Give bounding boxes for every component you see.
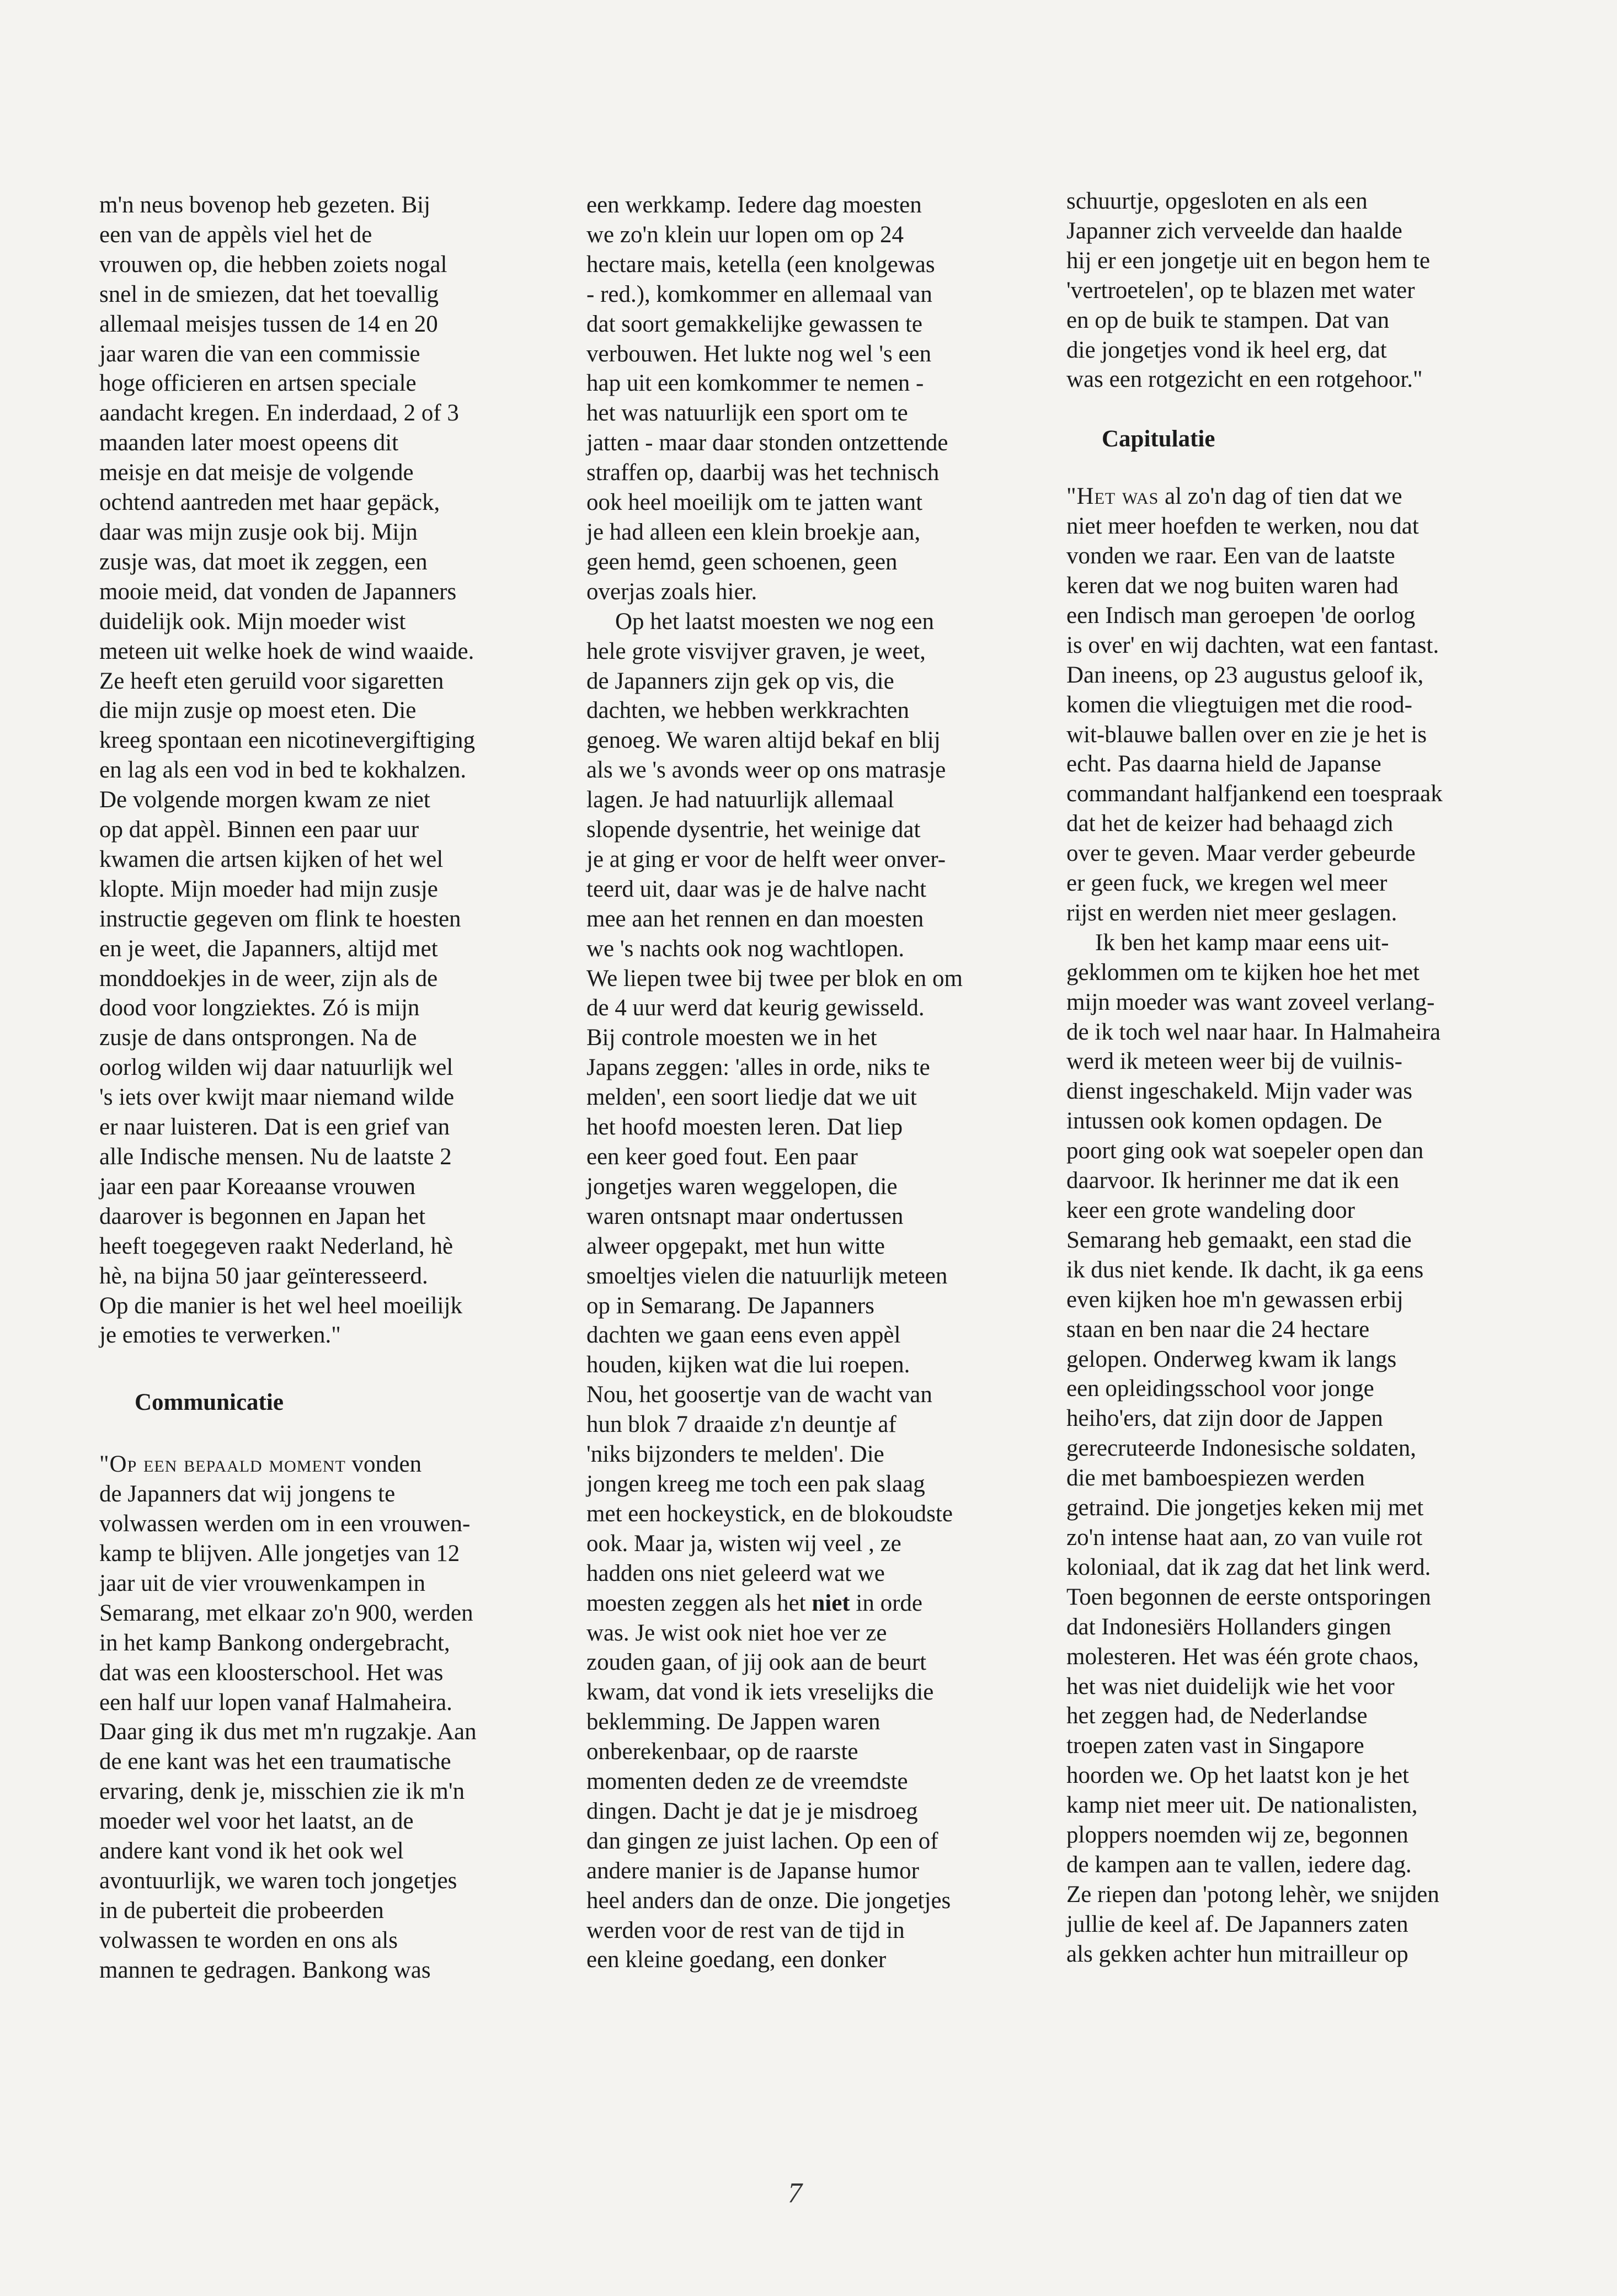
text-line: 'vertroetelen', op te blazen met water bbox=[1066, 277, 1415, 303]
text-line: Daar ging ik dus met m'n rugzakje. Aan bbox=[99, 1719, 477, 1745]
text-line: moeder wel voor het laatst, an de bbox=[99, 1808, 414, 1835]
text-line: straffen op, daarbij was het technisch bbox=[586, 460, 940, 486]
text-column-3 bbox=[1066, 187, 1475, 1969]
text-line: het was natuurlijk een sport om te bbox=[586, 400, 908, 427]
text-line: staan en ben naar die 24 hectare bbox=[1066, 1316, 1370, 1343]
text-line: en lag als een vod in bed te kokhalzen. bbox=[99, 757, 467, 784]
text-line: een werkkamp. Iedere dag moesten bbox=[586, 192, 922, 218]
text-line: de Japanners zijn gek op vis, die bbox=[586, 668, 894, 694]
text-line: de ik toch wel naar haar. In Halmaheira bbox=[1066, 1019, 1441, 1045]
text-line: een opleidingsschool voor jonge bbox=[1066, 1376, 1374, 1402]
text-line: de Japanners dat wij jongens te bbox=[99, 1481, 396, 1507]
text-line: commandant halfjankend een toespraak bbox=[1066, 781, 1443, 807]
text-line: hap uit een komkommer te nemen - bbox=[586, 370, 924, 397]
text-line: was een rotgezicht en een rotgehoor." bbox=[1066, 366, 1423, 393]
text-line: heiho'ers, dat zijn door de Jappen bbox=[1066, 1405, 1383, 1432]
text-line: komen die vliegtuigen met die rood- bbox=[1066, 691, 1412, 718]
text-line: jongen kreeg me toch een pak slaag bbox=[586, 1471, 925, 1497]
text-line: een kleine goedang, een donker bbox=[586, 1947, 887, 1973]
text-line: duidelijk ook. Mijn moeder wist bbox=[99, 608, 406, 635]
text-line: werden voor de rest van de tijd in bbox=[586, 1917, 905, 1943]
text-line: ik dus niet kende. Ik dacht, ik ga eens bbox=[1066, 1256, 1424, 1283]
text-line: en je weet, die Japanners, altijd met bbox=[99, 935, 438, 962]
text-line: intussen ook komen opdagen. De bbox=[1066, 1108, 1383, 1134]
text-line: mannen te gedragen. Bankong was bbox=[99, 1957, 431, 1983]
text-line: Ik ben het kamp maar eens uit- bbox=[1095, 929, 1389, 956]
text-line: meteen uit welke hoek de wind waaide. bbox=[99, 638, 474, 664]
text-line: ook. Maar ja, wisten wij veel , ze bbox=[586, 1530, 901, 1557]
text-line: de kampen aan te vallen, iedere dag. bbox=[1066, 1851, 1412, 1878]
page-number: 7 bbox=[788, 2177, 802, 2209]
text-line: aandacht kregen. En inderdaad, 2 of 3 bbox=[99, 400, 459, 427]
text: vonden bbox=[345, 1451, 422, 1478]
text-line: een van de appèls viel het de bbox=[99, 221, 372, 248]
text-line: over te geven. Maar verder gebeurde bbox=[1066, 840, 1416, 867]
text-line: hij er een jongetje uit en begon hem te bbox=[1066, 247, 1431, 274]
text-line: jaar waren die van een commissie bbox=[99, 340, 420, 367]
text-line: de ene kant was het een traumatische bbox=[99, 1749, 451, 1775]
emphasis: niet bbox=[812, 1590, 850, 1616]
text-line: ervaring, denk je, misschien zie ik m'n bbox=[99, 1778, 465, 1805]
text-line: echt. Pas daarna hield de Japanse bbox=[1066, 751, 1381, 777]
text-line: ploppers noemden wij ze, begonnen bbox=[1066, 1822, 1408, 1848]
text: in orde bbox=[850, 1590, 922, 1616]
text-line: die met bamboespiezen werden bbox=[1066, 1465, 1365, 1491]
text-line: poort ging ook wat soepeler open dan bbox=[1066, 1138, 1424, 1164]
text-line: dood voor longziektes. Zó is mijn bbox=[99, 995, 420, 1021]
text-line: De volgende morgen kwam ze niet bbox=[99, 787, 430, 813]
text-line: je emoties te verwerken." bbox=[99, 1322, 341, 1349]
text-line: en op de buik te stampen. Dat van bbox=[1066, 307, 1390, 333]
text-line: mee aan het rennen en dan moesten bbox=[586, 905, 924, 932]
text-line: hele grote visvijver graven, je weet, bbox=[586, 638, 926, 664]
text-line: heel anders dan de onze. Die jongetjes bbox=[586, 1887, 951, 1914]
lead-in: "Het was bbox=[1066, 483, 1159, 510]
text-line: instructie gegeven om flink te hoesten bbox=[99, 905, 461, 932]
text-line: mooie meid, dat vonden de Japanners bbox=[99, 578, 457, 605]
text-line: hectare mais, ketella (een knolgewas bbox=[586, 251, 935, 278]
text-line: schuurtje, opgesloten en als een bbox=[1066, 188, 1368, 214]
text-line: 'niks bijzonders te melden'. Die bbox=[586, 1441, 884, 1468]
text-line: teerd uit, daar was je de halve nacht bbox=[586, 876, 927, 902]
text-line: keren dat we nog buiten waren had bbox=[1066, 572, 1399, 599]
text-line: getraind. Die jongetjes keken mij met bbox=[1066, 1495, 1424, 1521]
text-line: maanden later moest opeens dit bbox=[99, 430, 399, 456]
text-line: mijn moeder was want zoveel verlang- bbox=[1066, 989, 1435, 1015]
text-line: dat was een kloosterschool. Het was bbox=[99, 1659, 444, 1686]
text-line: kamp te blijven. Alle jongetjes van 12 bbox=[99, 1540, 460, 1567]
text-line: kwam, dat vond ik iets vreselijks die bbox=[586, 1679, 934, 1706]
text-line: momenten deden ze de vreemdste bbox=[586, 1768, 908, 1795]
text-line: alweer opgepakt, met hun witte bbox=[586, 1233, 885, 1259]
text-line: zusje de dans ontsprongen. Na de bbox=[99, 1025, 417, 1051]
text bbox=[1066, 513, 1443, 926]
text-line: overjas zoals hier. bbox=[586, 578, 757, 605]
text-line: in de puberteit die probeerden bbox=[99, 1897, 384, 1924]
text-line: jatten - maar daar stonden ontzettende bbox=[586, 430, 948, 456]
text-column-1 bbox=[99, 190, 508, 1985]
text-line: is over' en wij dachten, wat een fantast. bbox=[1066, 632, 1439, 658]
text-line: op dat appèl. Binnen een paar uur bbox=[99, 817, 419, 843]
text-line: even kijken hoe m'n gewassen erbij bbox=[1066, 1286, 1403, 1313]
text-line: heeft toegegeven raakt Nederland, hè bbox=[99, 1233, 453, 1259]
text-line: alle Indische mensen. Nu de laatste 2 bbox=[99, 1144, 452, 1170]
text-line: 's iets over kwijt maar niemand wilde bbox=[99, 1084, 455, 1111]
text-line: vonden we raar. Een van de laatste bbox=[1066, 543, 1395, 569]
section-heading-capitulatie: Capitulatie bbox=[1102, 426, 1215, 452]
text-line: kamp niet meer uit. De nationalisten, bbox=[1066, 1792, 1418, 1819]
text-line: in het kamp Bankong ondergebracht, bbox=[99, 1629, 450, 1656]
text bbox=[99, 1481, 477, 1983]
text-line: melden', een soort liedje dat we uit bbox=[586, 1084, 917, 1111]
text-line: rijst en werden niet meer geslagen. bbox=[1066, 899, 1397, 926]
text-line: dachten, we hebben werkkrachten bbox=[586, 697, 909, 724]
text-line: waren ontsnapt maar ondertussen bbox=[586, 1203, 904, 1229]
text-line: keer een grote wandeling door bbox=[1066, 1197, 1355, 1223]
text-line: m'n neus bovenop heb gezeten. Bij bbox=[99, 192, 431, 218]
text-line: avontuurlijk, we waren toch jongetjes bbox=[99, 1867, 457, 1894]
text-column-2 bbox=[586, 190, 995, 1975]
text-line: - red.), komkommer en allemaal van bbox=[586, 281, 932, 307]
text-line: jullie de keel af. De Japanners zaten bbox=[1066, 1911, 1408, 1937]
text-line: Ze riepen dan 'potong lehèr, we snijden bbox=[1066, 1881, 1439, 1908]
text-line: hè, na bijna 50 jaar geïnteresseerd. bbox=[99, 1262, 428, 1289]
text-line: een half uur lopen vanaf Halmaheira. bbox=[99, 1689, 452, 1716]
text-line: kwamen die artsen kijken of het wel bbox=[99, 846, 444, 872]
text-line: als we 's avonds weer op ons matrasje bbox=[586, 757, 946, 784]
text-line: daarvoor. Ik herinner me dat ik een bbox=[1066, 1168, 1399, 1194]
text-line: niet meer hoefden te werken, nou dat bbox=[1066, 513, 1419, 540]
text-line: volwassen werden om in een vrouwen- bbox=[99, 1511, 471, 1537]
text-line: ochtend aantreden met haar gepäck, bbox=[99, 489, 440, 516]
text-line: er naar luisteren. Dat is een grief van bbox=[99, 1114, 450, 1141]
text-line: geen hemd, geen schoenen, geen bbox=[586, 548, 898, 575]
paragraph bbox=[99, 190, 508, 1350]
text-line: dienst ingeschakeld. Mijn vader was bbox=[1066, 1078, 1412, 1105]
text-line: die jongetjes vond ik heel erg, dat bbox=[1066, 337, 1387, 363]
text-line: snel in de smiezen, dat het toevallig bbox=[99, 281, 439, 307]
text-line: Semarang heb gemaakt, een stad die bbox=[1066, 1227, 1412, 1253]
text-line: als gekken achter hun mitrailleur op bbox=[1066, 1941, 1408, 1967]
text-line: hoorden we. Op het laatst kon je het bbox=[1066, 1762, 1409, 1789]
text-line: Toen begonnen de eerste ontsporingen bbox=[1066, 1584, 1431, 1610]
text-line: geklommen om te kijken hoe het met bbox=[1066, 959, 1420, 985]
lead-in: "Op een bepaald moment bbox=[99, 1451, 346, 1478]
text-line: het hoofd moesten leren. Dat liep bbox=[586, 1114, 903, 1141]
text-line: vrouwen op, die hebben zoiets nogal bbox=[99, 251, 447, 278]
paragraph bbox=[1066, 928, 1475, 1969]
text-line: er geen fuck, we kregen wel meer bbox=[1066, 870, 1387, 897]
text-line: volwassen te worden en ons als bbox=[99, 1927, 398, 1953]
text-line: de 4 uur werd dat keurig gewisseld. bbox=[586, 995, 925, 1021]
text-line: kreeg spontaan een nicotinevergiftiging bbox=[99, 727, 476, 754]
text-line: zouden gaan, of jij ook aan de beurt bbox=[586, 1649, 927, 1676]
text-line: lagen. Je had natuurlijk allemaal bbox=[586, 787, 894, 813]
text-line: Semarang, met elkaar zo'n 900, werden bbox=[99, 1600, 473, 1626]
text-line: hadden ons niet geleerd wat we bbox=[586, 1560, 885, 1586]
text-line: klopte. Mijn moeder had mijn zusje bbox=[99, 876, 438, 902]
text-line: Op het laatst moesten we nog een bbox=[615, 608, 934, 635]
text-line: hun blok 7 draaide z'n deuntje af bbox=[586, 1411, 896, 1438]
text-line: verbouwen. Het lukte nog wel 's een bbox=[586, 340, 932, 367]
text-line: troepen zaten vast in Singapore bbox=[1066, 1733, 1364, 1759]
text: moesten zeggen als het bbox=[586, 1590, 812, 1616]
text-line: wit-blauwe ballen over en zie je het is bbox=[1066, 721, 1427, 748]
text-line: je at ging er voor de helft weer onver- bbox=[586, 846, 946, 872]
text-line: op in Semarang. De Japanners bbox=[586, 1292, 874, 1319]
text-line: meisje en dat meisje de volgende bbox=[99, 460, 414, 486]
text-line: Ze heeft eten geruild voor sigaretten bbox=[99, 668, 444, 694]
text-line: die mijn zusje op moest eten. Die bbox=[99, 697, 417, 724]
text-line: dachten we gaan eens even appèl bbox=[586, 1322, 901, 1349]
text: al zo'n dag of tien dat we bbox=[1159, 483, 1402, 510]
text-line: Bij controle moesten we in het bbox=[586, 1025, 877, 1051]
text-line: werd ik meteen weer bij de vuilnis- bbox=[1066, 1048, 1402, 1075]
text-line: houden, kijken wat die lui roepen. bbox=[586, 1352, 910, 1378]
text-line: het was niet duidelijk wie het voor bbox=[1066, 1673, 1395, 1700]
text-line: andere manier is de Japanse humor bbox=[586, 1857, 919, 1884]
text-line: een Indisch man geroepen 'de oorlog bbox=[1066, 602, 1416, 628]
text-line: het zeggen had, de Nederlandse bbox=[1066, 1703, 1368, 1729]
text-line: met een hockeystick, en de blokoudste bbox=[586, 1500, 953, 1527]
text-line: dat het de keizer had behaagd zich bbox=[1066, 811, 1394, 837]
text-line: hoge officieren en artsen speciale bbox=[99, 370, 417, 397]
text-line: daar was mijn zusje ook bij. Mijn bbox=[99, 519, 418, 545]
text bbox=[586, 1620, 951, 1973]
text-line: jaar een paar Koreaanse vrouwen bbox=[99, 1173, 416, 1200]
text-line: ook heel moeilijk om te jatten want bbox=[586, 489, 923, 516]
text-line: jongetjes waren weggelopen, die bbox=[586, 1173, 898, 1200]
text-line: Nou, het goosertje van de wacht van bbox=[586, 1382, 932, 1408]
text-line: zo'n intense haat aan, zo van vuile rot bbox=[1066, 1524, 1423, 1551]
text-line: Dan ineens, op 23 augustus geloof ik, bbox=[1066, 662, 1424, 688]
text-line: monddoekjes in de weer, zijn als de bbox=[99, 965, 438, 992]
text-line: dat soort gemakkelijke gewassen te bbox=[586, 311, 922, 337]
text-line: was. Je wist ook niet hoe ver ze bbox=[586, 1620, 887, 1646]
paragraph bbox=[1066, 482, 1475, 928]
text-line: smoeltjes vielen die natuurlijk meteen bbox=[586, 1262, 948, 1289]
text-line: genoeg. We waren altijd bekaf en blij bbox=[586, 727, 941, 754]
text bbox=[586, 609, 963, 1586]
text-line: we 's nachts ook nog wachtlopen. bbox=[586, 935, 905, 962]
paragraph bbox=[586, 607, 995, 1975]
text-line: koloniaal, dat ik zag dat het link werd. bbox=[1066, 1554, 1431, 1580]
text-line: jaar uit de vier vrouwenkampen in bbox=[99, 1570, 426, 1596]
paragraph bbox=[1066, 187, 1475, 395]
paragraph bbox=[99, 1450, 508, 1985]
text-line: dat Indonesiërs Hollanders gingen bbox=[1066, 1613, 1391, 1640]
text-line: gerecruteerde Indonesische soldaten, bbox=[1066, 1435, 1416, 1462]
text-line: dan gingen ze juist lachen. Op een of bbox=[586, 1828, 938, 1854]
text-line: Op die manier is het wel heel moeilijk bbox=[99, 1292, 462, 1319]
text-line: Japanner zich verveelde dan haalde bbox=[1066, 217, 1402, 244]
text-line: een keer goed fout. Een paar bbox=[586, 1144, 858, 1170]
section-heading-communicatie: Communicatie bbox=[135, 1389, 284, 1416]
text-line: dingen. Dacht je dat je je misdroeg bbox=[586, 1798, 918, 1824]
text-line: slopende dysentrie, het weinige dat bbox=[586, 817, 921, 843]
text-line: je had alleen een klein broekje aan, bbox=[586, 519, 921, 545]
text-line: beklemming. De Jappen waren bbox=[586, 1709, 880, 1735]
text-line: Japans zeggen: 'alles in orde, niks te bbox=[586, 1054, 930, 1081]
text-line: zusje was, dat moet ik zeggen, een bbox=[99, 548, 428, 575]
text-line: allemaal meisjes tussen de 14 en 20 bbox=[99, 311, 438, 337]
text-line: We liepen twee bij twee per blok en om bbox=[586, 965, 963, 992]
paragraph bbox=[586, 190, 995, 607]
text-line: onberekenbaar, op de raarste bbox=[586, 1739, 858, 1765]
text-line: andere kant vond ik het ook wel bbox=[99, 1838, 404, 1864]
text-line: we zo'n klein uur lopen om op 24 bbox=[586, 221, 904, 248]
text-line: gelopen. Onderweg kwam ik langs bbox=[1066, 1346, 1397, 1372]
text-line: molesteren. Het was één grote chaos, bbox=[1066, 1643, 1419, 1670]
text-line: oorlog wilden wij daar natuurlijk wel bbox=[99, 1054, 453, 1081]
text-line: daarover is begonnen en Japan het bbox=[99, 1203, 426, 1229]
